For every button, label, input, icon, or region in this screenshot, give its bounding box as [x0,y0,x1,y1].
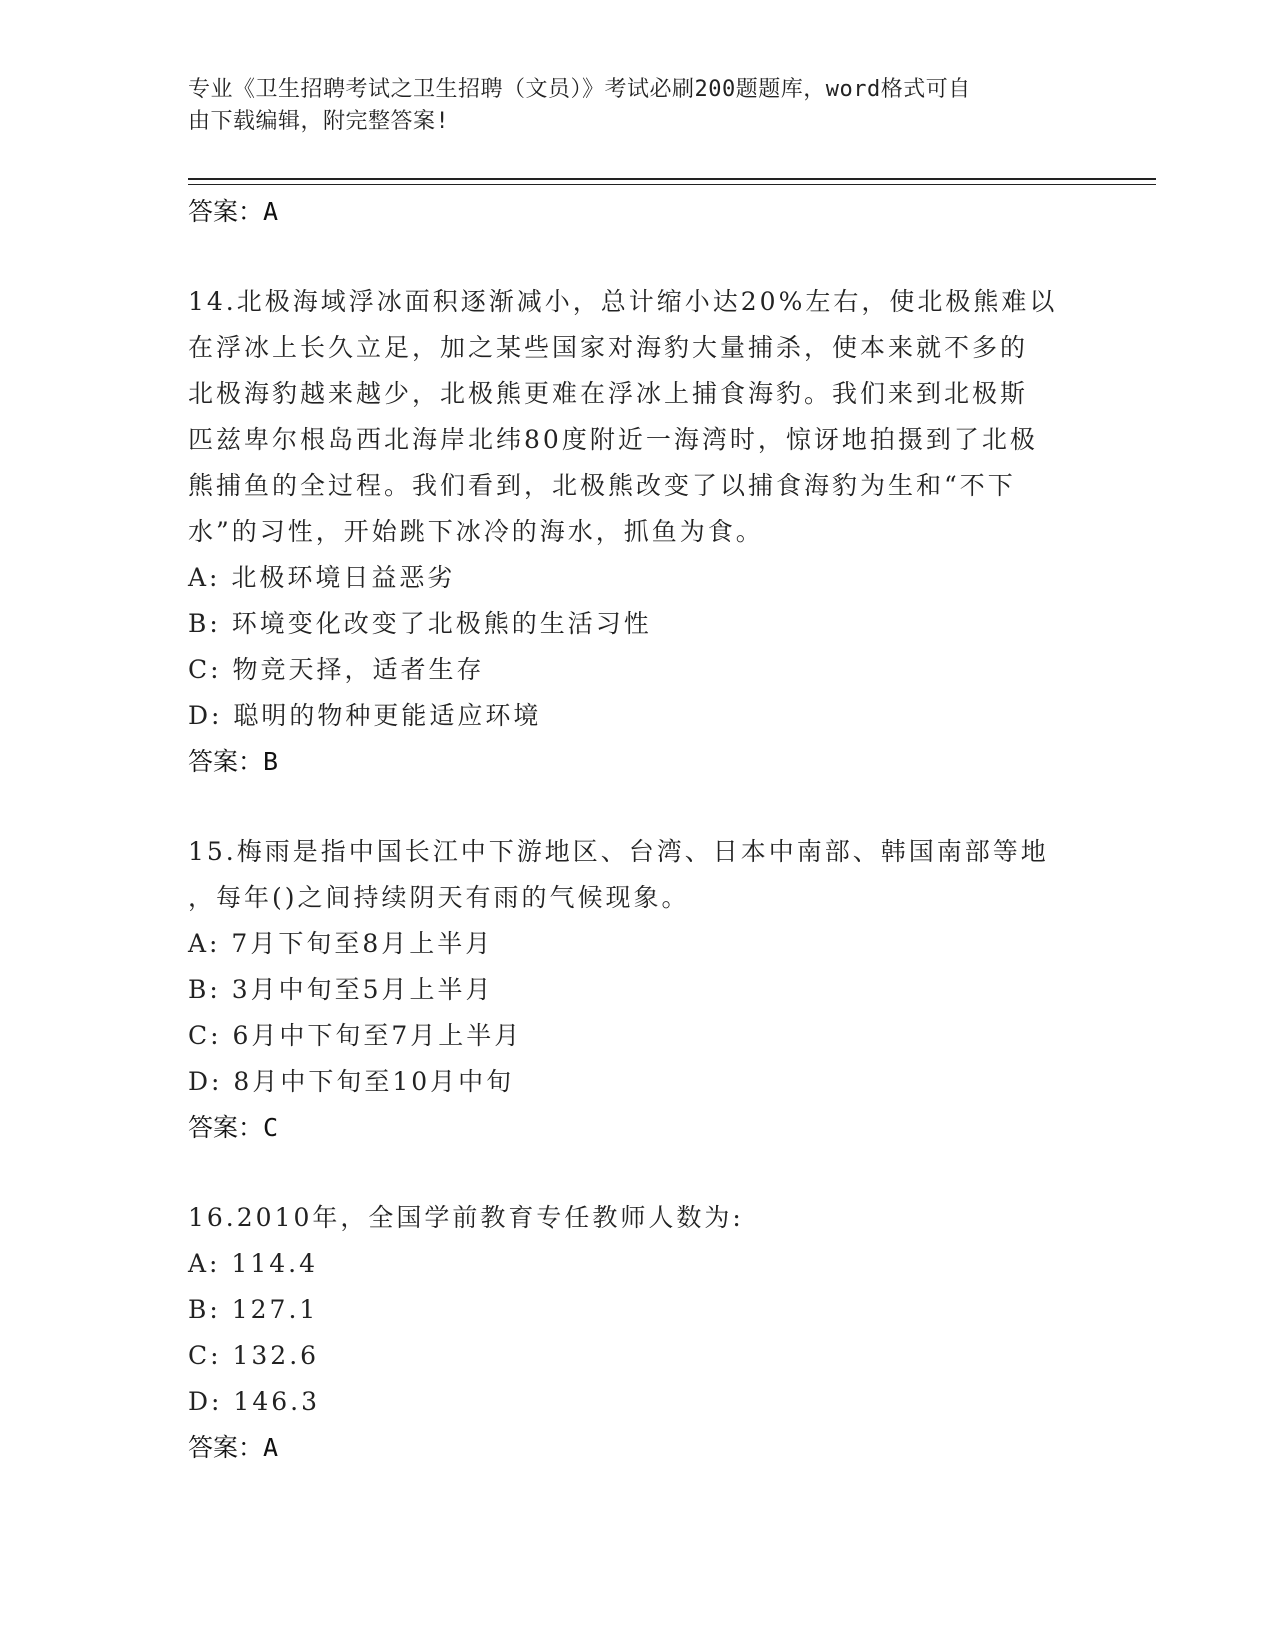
option-a: A: 114.4 [188,1249,318,1278]
question-text-line: 熊捕鱼的全过程。我们看到，北极熊改变了以捕食海豹为生和“不下 [188,471,1016,500]
question-text-line: 14.北极海域浮冰面积逐渐减小，总计缩小达20%左右，使北极熊难以 [188,287,1058,316]
option-c: C: 132.6 [188,1341,320,1370]
question-text-line: ，每年()之间持续阴天有雨的气候现象。 [188,883,690,912]
question-text-line: 在浮冰上长久立足，加之某些国家对海豹大量捕杀，使本来就不多的 [188,333,1029,362]
option-d: D: 146.3 [188,1387,320,1416]
option-c: C: 6月中下旬至7月上半月 [188,1021,523,1050]
document-header [188,74,1068,138]
spacer [188,235,1088,279]
question-14-text [188,279,1088,555]
option-c: C: 物竞天择，适者生存 [188,655,485,684]
spacer [188,785,1088,829]
option-d: D: 聪明的物种更能适应环境 [188,701,542,730]
question-15 [188,829,1088,1151]
spacer [188,1151,1088,1195]
header-divider-thick [188,178,1156,180]
answer-line: 答案：C [188,1113,279,1142]
question-text-line: 16.2010年，全国学前教育专任教师人数为: [188,1203,744,1232]
answer-line: 答案：A [188,1433,279,1462]
option-b: B: 127.1 [188,1295,319,1324]
answer-line: 答案：B [188,747,279,776]
question-15-text [188,829,1088,921]
option-a: A: 7月下旬至8月上半月 [188,929,494,958]
question-14 [188,279,1088,785]
question-text-line: 15.梅雨是指中国长江中下游地区、台湾、日本中南部、韩国南部等地 [188,837,1049,866]
question-16 [188,1195,1088,1471]
question-text-line: 水”的习性，开始跳下冰冷的海水，抓鱼为食。 [188,517,764,546]
question-text-line: 北极海豹越来越少，北极熊更难在浮冰上捕食海豹。我们来到北极斯 [188,379,1029,408]
header-divider-thin [188,184,1156,185]
option-a: A: 北极环境日益恶劣 [188,563,456,592]
header-line-2: 由下载编辑，附完整答案! [188,109,450,134]
question-list [188,189,1088,1471]
previous-answer: 答案：A [188,197,279,226]
header-line-1: 专业《卫生招聘考试之卫生招聘（文员）》考试必刷200题题库，word格式可自 [188,77,971,102]
option-d: D: 8月中下旬至10月中旬 [188,1067,515,1096]
question-16-text [188,1195,1088,1241]
option-b: B: 环境变化改变了北极熊的生活习性 [188,609,652,638]
question-text-line: 匹兹卑尔根岛西北海岸北纬80度附近一海湾时，惊讶地拍摄到了北极 [188,425,1038,454]
option-b: B: 3月中旬至5月上半月 [188,975,494,1004]
